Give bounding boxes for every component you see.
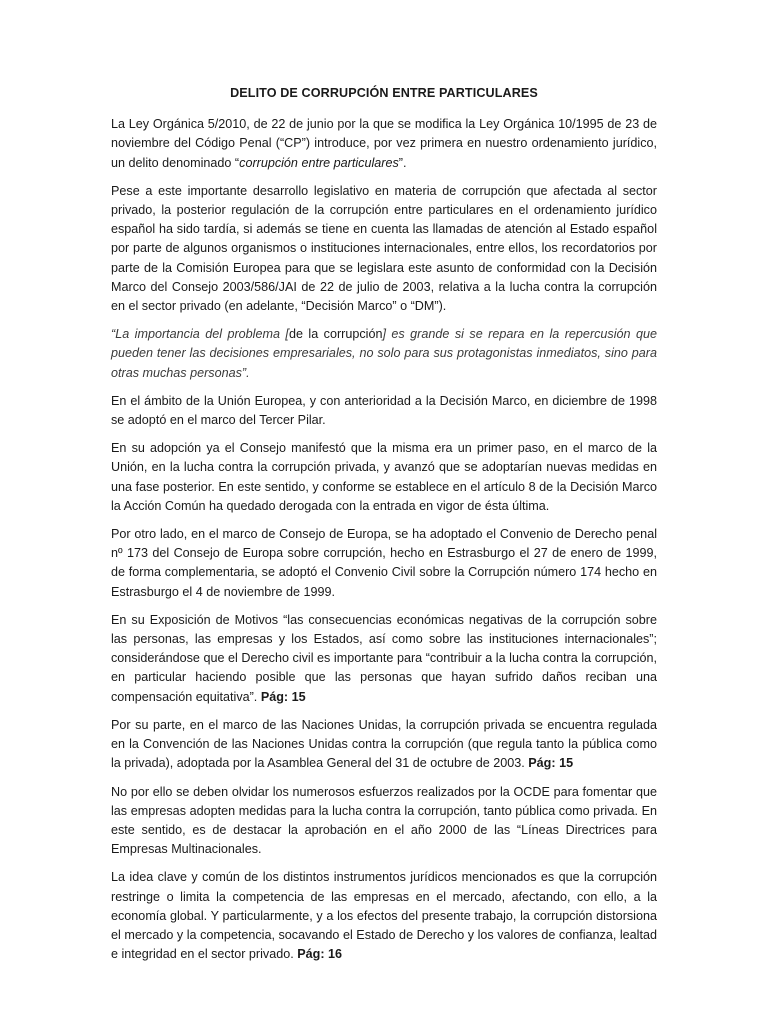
quote-insert: de la corrupción [288,327,383,342]
paragraph-union-europea: En el ámbito de la Unión Europea, y con anterioridad a la Decisión Marco, en diciembre de 1998 se adoptó en el marco del Tercer Pilar. [111,393,657,428]
paragraph-text: La Ley Orgánica 5/2010, de 22 de junio por la que se modifica la Ley Orgánica 10/1995 de 23 de noviembre del Código Penal (“CP”) introduce, por vez primera en nuestro ordenamiento jurídico, un delito denominado “ [111,117,657,170]
paragraph-text: En su Exposición de Motivos “las consecuencias económicas negativas de la corrupción sobre las personas, las empresas y los Estados, así como sobre las instituciones internacionales”; considerándose que el Derecho civil es importante para “contribuir a la lucha contra la corrupción, en particular haciendo posible que las personas que hayan sufrido daños reciban una compensación equitativa”. [111,612,657,704]
paragraph-text: La idea clave y común de los distintos instrumentos jurídicos mencionados es que la corrupción restringe o limita la competencia de las empresas en el mercado, afectando, con ello, a la economía global. Y particularmente, y a los efectos del presente trabajo, la corrupción distorsiona el mercado y la competencia, socavando el Estado de Derecho y los valores de confianza, lealtad e integridad en el sector privado. [111,870,657,962]
paragraph-text: ”. [398,155,407,170]
page-reference: Pág: 15 [528,756,574,771]
quote-importancia [111,325,657,383]
paragraph-ocde: No por ello se deben olvidar los numerosos esfuerzos realizados por la OCDE para fomentar que las empresas adopten medidas para la lucha contra la corrupción, tanto pública como privada. En este sentido, es de destacar la aprobación en el año 2000 de las “Líneas Directrices para Empresas Multinacionales. [111,784,657,857]
document-title: DELITO DE CORRUPCIÓN ENTRE PARTICULARES [230,86,538,100]
emphasis-term: corrupción entre particulares [239,155,399,170]
paragraph-desarrollo-legislativo: Pese a este importante desarrollo legislativo en materia de corrupción que afectada al sector privado, la posterior regulación de la corrupción entre particulares en el ordenamiento jurídico español ha sido tardía, si además se tiene en cuenta las llamadas de atención al Estado español por parte de algunos organismos o instituciones internacionales, entre ellos, los recordatorios por parte de la Comisión Europea para que se legislara este asunto de conformidad con la Decisión Marco del Consejo 2003/586/JAI de 22 de julio de 2003, relativa a la lucha contra la corrupción en el sector privado (en adelante, “Decisión Marco” o “DM”). [111,183,657,314]
paragraph-naciones-unidas [111,716,657,774]
quote-text: ] es grande si se repara en la repercusión que pueden tener las decisiones empresariales, no solo para sus protagonistas inmediatos, sino para otras muchas personas”. [111,327,658,380]
page-reference: Pág: 16 [297,947,343,962]
paragraph-adopcion-consejo: En su adopción ya el Consejo manifestó que la misma era un primer paso, en el marco de la Unión, en la lucha contra la corrupción privada, y avanzó que se adoptarían nuevas medidas en una fase posterior. En este sentido, y conforme se establece en el artículo 8 de la Decisión Marco la Acción Común ha quedado derogada con la entrada en vigor de ésta última. [111,441,657,513]
paragraph-ley-organica [111,115,657,173]
paragraph-idea-clave [111,868,657,964]
quote-text: “La importancia del problema [ [111,327,289,342]
paragraph-text: Por su parte, en el marco de las Naciones Unidas, la corrupción privada se encuentra regulada en la Convención de las Naciones Unidas contra la corrupción (que regula tanto la pública como la privada), adoptada por la Asamblea General del 31 de octubre de 2003. [111,717,657,771]
page-reference: Pág: 15 [260,689,306,704]
paragraph-exposicion-motivos [111,611,657,707]
paragraph-consejo-europa: Por otro lado, en el marco de Consejo de Europa, se ha adoptado el Convenio de Derecho penal nº 173 del Consejo de Europa sobre corrupción, hecho en Estrasburgo el 27 de enero de 1999, de forma complementaria, se adoptó el Convenio Civil sobre la Corrupción número 174 hecho en Estrasburgo el 4 de noviembre de 1999. [111,527,657,599]
document-page [111,84,657,973]
